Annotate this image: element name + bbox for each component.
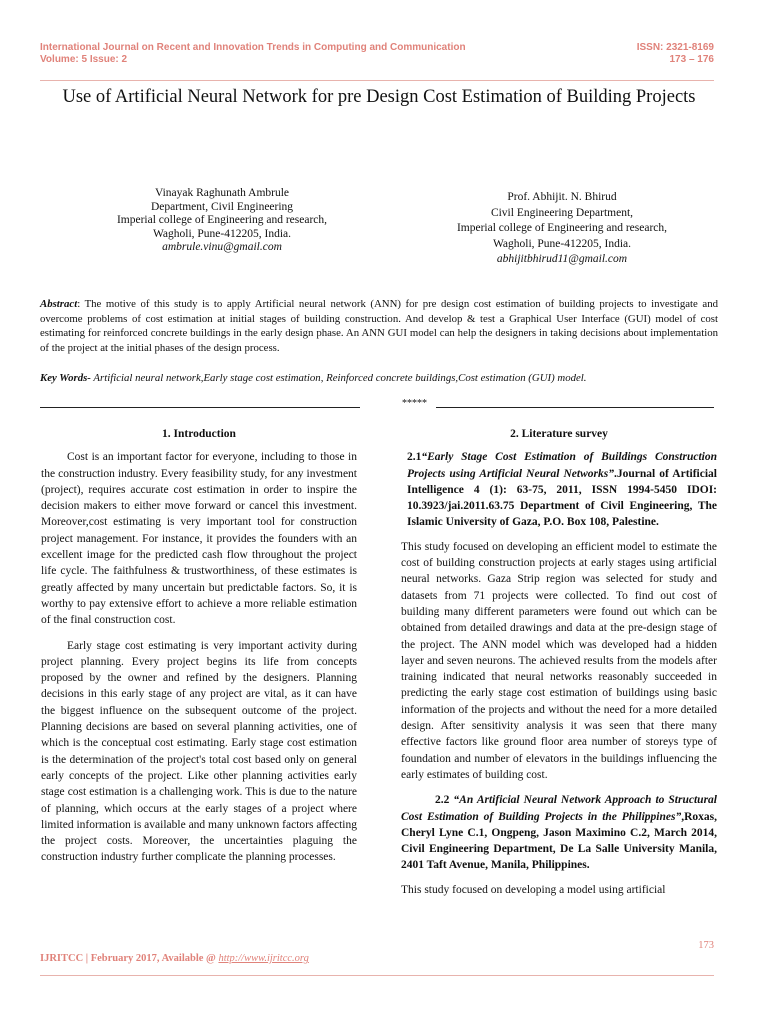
intro-paragraph-2: Early stage cost estimating is very important activity during project planning. Every project begins its life from concepts proposed by the owner and refined by the designers. Planning decisions in this early stage of any project are vital, as it can have the biggest influence on the subsequent outcome of the project. Planning decisions are based on several planning activities, one of which is the conceptual cost estimating. Early stage cost estimation is the determination of the project's total cost based only on general early concepts of the project. Like other planning activities early stage cost estimation is a challenging work. This is due to the nature of planning, which occurs at the early stages of a project where limited information is available and many unknown factors affecting the project costs. Moreover, the uncertainties plaguing the construction industry further complicate the planning processes. [41,639,357,864]
lit-paragraph-1: This study focused on developing an efficient model to estimate the cost of building construction projects at early stages using artificial neural networks. Gaza Strip region was selected for study and datasets from 71 projects were collected. To find out cost of building many different parameters were found out which can be obtained from detailed drawings and data at the pre-design stage of the project. The ANN model which was developed had a hidden layer and seven neurons. The achieved results from the models after training indicated that neural networks reasonably succeeded in predicting the early stage cost estimation of buildings using basic information of the projects and without the need for a more detailed design. After sensitivity analysis it was seen that there many effective factors like ground floor area number of storeys type of foundation and number of elevators in the buildings influencing the early estimates of building cost. [401,540,717,781]
left-column [41,426,357,875]
ref-number: 2.2 [435,794,450,807]
author-address: Wagholi, Pune-412205, India. [152,227,291,240]
ref-number: 2.1 [407,451,422,464]
ref-title: “An Artificial Neural Network Approach to Structural Cost Estimation of Building Projects in the Philippines” [401,794,717,823]
issn: ISSN: 2321-8169 [636,42,714,53]
author-name: Prof. Abhijit. N. Bhirud [507,191,617,203]
intro-paragraph-1: Cost is an important factor for everyone, including to those in the construction industry. Every feasibility study, for any investment (project), requires accurate cost estimation in order to inspire the decision makers to either move forward or cancel this investment. Moreover,cost estimating is very important tool for construction project management. For instance, it provides the founders with an excellent image for the predicted cash flow throughout the project life cycle. The faithfulness & trustworthiness, of these estimates is greatly affected by many uncertain but predictable factors. So, it is worthy to pay extensive effort to achieve a more reliable estimation of the final construction cost. [41,451,357,627]
reference-2-1 [401,449,717,530]
ref-title: “Early Stage Cost Estimation of Buildings Construction Projects using Artificial Neural Networks” [407,451,717,480]
keywords [40,371,718,385]
author-block-2 [412,190,712,268]
author-name: Vinayak Raghunath Ambrule [154,187,290,199]
section-separator [40,398,714,410]
author-email: abhijitbhirud11@gmail.com [496,253,628,265]
footer-divider [40,975,714,976]
journal-name: International Journal on Recent and Innovation Trends in Computing and Communication [40,42,466,53]
separator-stars: ***** [402,398,427,409]
ref-details: .Journal of Artificial Intelligence 4 (1): 63-75, 2011, ISSN 1994-5450 IDOI: 10.3923/jai.2011.63.75 Department of Civil Engineering, The Islamic University of Gaza, P.O. Box 108, Palestine. [407,467,717,529]
footer-text: IJRITCC | February 2017, Available @ [40,953,219,964]
paper-title: Use of Artificial Neural Network for pre Design Cost Estimation of Building Projects [62,87,696,107]
section-heading-literature-survey: 2. Literature survey [510,428,608,440]
author-dept: Department, Civil Engineering [150,200,294,213]
author-dept: Civil Engineering Department, [490,206,634,219]
author-college: Imperial college of Engineering and research, [456,222,668,234]
footer-link[interactable]: http://www.ijritcc.org [218,953,309,964]
keywords-label: Key Words- [40,372,91,384]
page-range: 173 – 176 [669,54,714,65]
abstract [40,297,718,355]
lit-paragraph-2: This study focused on developing a model using artificial [401,883,666,896]
right-column [401,426,717,907]
page-number: 173 [698,940,714,951]
separator-line-right [436,407,714,408]
reference-2-2 [401,792,717,873]
abstract-text: : The motive of this study is to apply Artificial neural network (ANN) for pre design cost estimation of building projects to investigate and overcome problems of cost estimation at initial stages of building construction. And develop & test a Graphical User Interface (GUI) model of cost estimating for reinforced concrete buildings in the early design phase. An ANN GUI model can help the designers in taking decisions about implementation of the project at the initial phases of the design process. [40,298,718,354]
journal-volume: Volume: 5 Issue: 2 [40,54,128,65]
section-heading-introduction: 1. Introduction [162,428,236,440]
ref-details: ,Roxas, Cheryl Lyne C.1, Ongpeng, Jason Maximino C.2, March 2014, Civil Engineering Department, De La Salle University Manila, 2401 Taft Avenue, Manila, Philippines. [401,810,717,872]
journal-info [40,42,466,66]
author-address: Wagholi, Pune-412205, India. [492,237,631,250]
separator-line-left [40,407,360,408]
author-block-1 [72,187,372,255]
author-email: ambrule.vinu@gmail.com [162,241,282,253]
abstract-label: Abstract [40,298,78,310]
footer [40,953,714,964]
author-college: Imperial college of Engineering and research, [116,214,328,226]
keywords-text: Artificial neural network,Early stage cost estimation, Reinforced concrete buildings,Cost estimation (GUI) model. [90,372,587,384]
issn-info [637,42,714,66]
